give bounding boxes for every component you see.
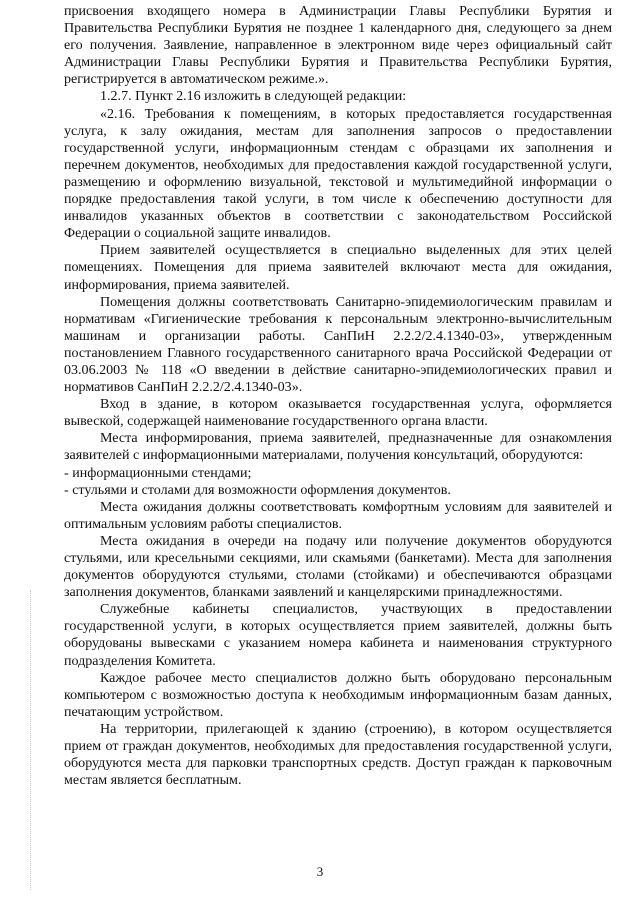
list-item-stands: - информационными стендами;: [64, 464, 252, 481]
paragraph-continuation: присвоения входящего номера в Администрации Главы Республики Бурятия и Правительства Республики Бурятия не позднее 1 календарного дня, следующего за днем его получения. Заявление, направленное в электронном виде через официальный сайт Администрации Главы Республики Бурятия и Правительства Республики Бурятия, регистрируется в автоматическом режиме.».: [64, 3, 612, 88]
paragraph-waiting-places: Места ожидания должны соответствовать комфортным условиям для заявителей и оптимальным условиям работы специалистов.: [64, 498, 612, 532]
paragraph-queue-places: Места ожидания в очереди на подачу или получение документов оборудуются стульями, или кресельными секциями, или скамьями (банкетами). Места для заполнения документов оборудуются стульями, столами (стойками) и обеспечиваются образцами заполнения документов, бланками заявлений и канцелярскими принадлежностями.: [64, 532, 612, 601]
paragraph-entrance-sign: Вход в здание, в котором оказывается государственная услуга, оформляется вывеской, содержащей наименование государственного органа власти.: [64, 396, 612, 430]
paragraph-parking: На территории, прилегающей к зданию (строению), в котором осуществляется прием от граждан документов, необходимых для предоставления государственной услуги, оборудуются места для парковки транспортных средств. Доступ граждан к парковочным местам является бесплатным.: [64, 720, 612, 789]
document-body: [64, 3, 612, 789]
list-item-chairs-tables: - стульями и столами для возможности оформления документов.: [64, 481, 451, 498]
paragraph-offices: Служебные кабинеты специалистов, участвующих в предоставлении государственной услуги, в которых осуществляется прием заявителей, должны быть оборудованы вывесками с указанием номера кабинета и наименования структурного подразделения Комитета.: [64, 601, 612, 669]
paragraph-2-16-requirements: «2.16. Требования к помещениям, в которых предоставляется государственная услуга, к залу ожидания, местам для заполнения запросов о предоставлении государственной услуги, информационным стендам с образцами их заполнения и перечнем документов, необходимых для предоставления каждой государственной услуги, размещению и оформлению визуальной, текстовой и мультимедийной информации о порядке предоставления такой услуги, в том числе к обеспечению доступности для инвалидов указанных объектов в соответствии с законодательством Российской Федерации о социальной защите инвалидов.: [64, 105, 612, 242]
paragraph-reception-premises: Прием заявителей осуществляется в специально выделенных для этих целей помещениях. Помещения для приема заявителей включают места для ожидания, информирования, приема заявителей.: [64, 242, 612, 293]
paragraph-sanpin: Помещения должны соответствовать Санитарно-эпидемиологическим правилам и нормативам «Гигиенические требования к персональным электронно-вычислительным машинам и организации работы. СанПиН 2.2.2/2.4.1340-03», утвержденным постановлением Главного государственного санитарного врача Российской Федерации от 03.06.2003 № 118 «О введении в действие санитарно-эпидемиологических правил и нормативов СанПиН 2.2.2/2.4.1340-03».: [64, 293, 612, 396]
paragraph-amendment-1-2-7: 1.2.7. Пункт 2.16 изложить в следующей редакции:: [100, 88, 407, 105]
page-number: 3: [316, 864, 324, 879]
paragraph-workplace: Каждое рабочее место специалистов должно быть оборудовано персональным компьютером с возможностью доступа к необходимым информационным базам данных, печатающим устройством.: [64, 669, 612, 720]
scan-edge-artifact: [30, 590, 32, 890]
paragraph-information-places: Места информирования, приема заявителей, предназначенные для ознакомления заявителей с информационными материалами, получения консультаций, оборудуются:: [64, 430, 612, 464]
